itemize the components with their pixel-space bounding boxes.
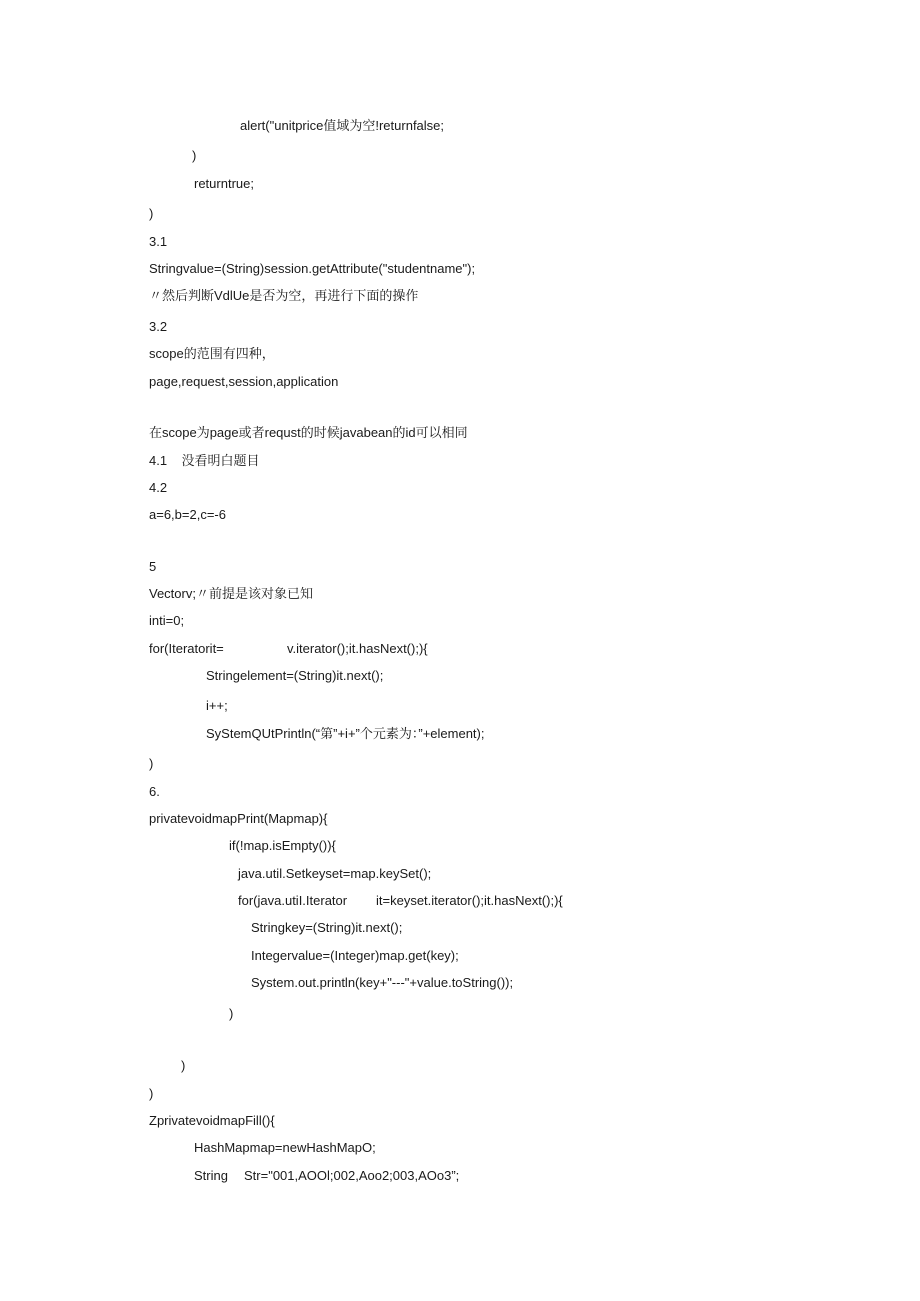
comment-line: 〃然后判断VdlUe是否为空，再进行下面的操作: [149, 288, 419, 303]
text-line: a=6,b=2,c=-6: [149, 507, 226, 522]
code-line-for-cont: v.iterator();it.hasNext();){: [287, 641, 428, 656]
code-line-element: Stringelement=(String)it.next();: [206, 668, 384, 683]
code-line-hashmap: HashMapmap=newHashMapO;: [194, 1140, 376, 1155]
code-line-close-paren: ): [149, 756, 154, 771]
code-line-close-paren: ): [181, 1058, 186, 1073]
code-line-for: for(Iteratorit=: [149, 641, 224, 656]
section-number: 5: [149, 559, 157, 574]
code-line-close-paren: ): [192, 148, 197, 163]
code-line-close-paren: ): [149, 1086, 154, 1101]
code-line-key: Stringkey=(String)it.next();: [251, 920, 403, 935]
text-line: scope的范围有四种，: [149, 346, 275, 361]
code-line-mapprint: privatevoidmapPrint(Mapmap){: [149, 811, 328, 826]
code-line-value: Integervalue=(Integer)map.get(key);: [251, 948, 459, 963]
section-number: 4.1 没看明白题目: [149, 453, 260, 468]
section-number: 3.1: [149, 234, 168, 249]
code-line-keyset: java.util.Setkeyset=map.keySet();: [238, 866, 432, 881]
code-line-int: inti=0;: [149, 613, 185, 628]
text-line: page,request,session,application: [149, 374, 339, 389]
code-line-string-cont: Str="001,AOOl;002,Aoo2;003,AOo3”;: [244, 1168, 460, 1183]
code-line-returntrue: returntrue;: [194, 176, 254, 191]
code-line-system-println: System.out.println(key+"---"+value.toString());: [251, 975, 514, 990]
code-line-for-iterator-cont: it=keyset.iterator();it.hasNext();){: [376, 893, 563, 908]
code-line-close-paren: ): [229, 1006, 234, 1021]
section-number: 4.2: [149, 480, 168, 495]
section-number: 6.: [149, 784, 160, 799]
code-line-close-paren: ): [149, 206, 154, 221]
text-line: 在scope为page或者requst的时候javabean的id可以相同: [149, 425, 468, 440]
code-line-alert: alert("unitprice值域为空!returnfalse;: [240, 118, 445, 133]
code-line-increment: i++;: [206, 698, 228, 713]
code-line-mapfill: ZprivatevoidmapFill(){: [149, 1113, 275, 1128]
code-line-println: SyStemQUtPrintln(“第”+i+”个元素为：”+element);: [206, 726, 485, 741]
code-line-vector: Vectorv;〃前提是该对象已知: [149, 586, 313, 601]
code-line-for-iterator: for(java.utiI.Iterator: [238, 893, 348, 908]
section-number: 3.2: [149, 319, 168, 334]
code-line-string: String: [194, 1168, 228, 1183]
code-line-if: if(!map.isEmpty()){: [229, 838, 336, 853]
code-line-getattribute: Stringvalue=(String)session.getAttribute("studentname");: [149, 261, 476, 276]
